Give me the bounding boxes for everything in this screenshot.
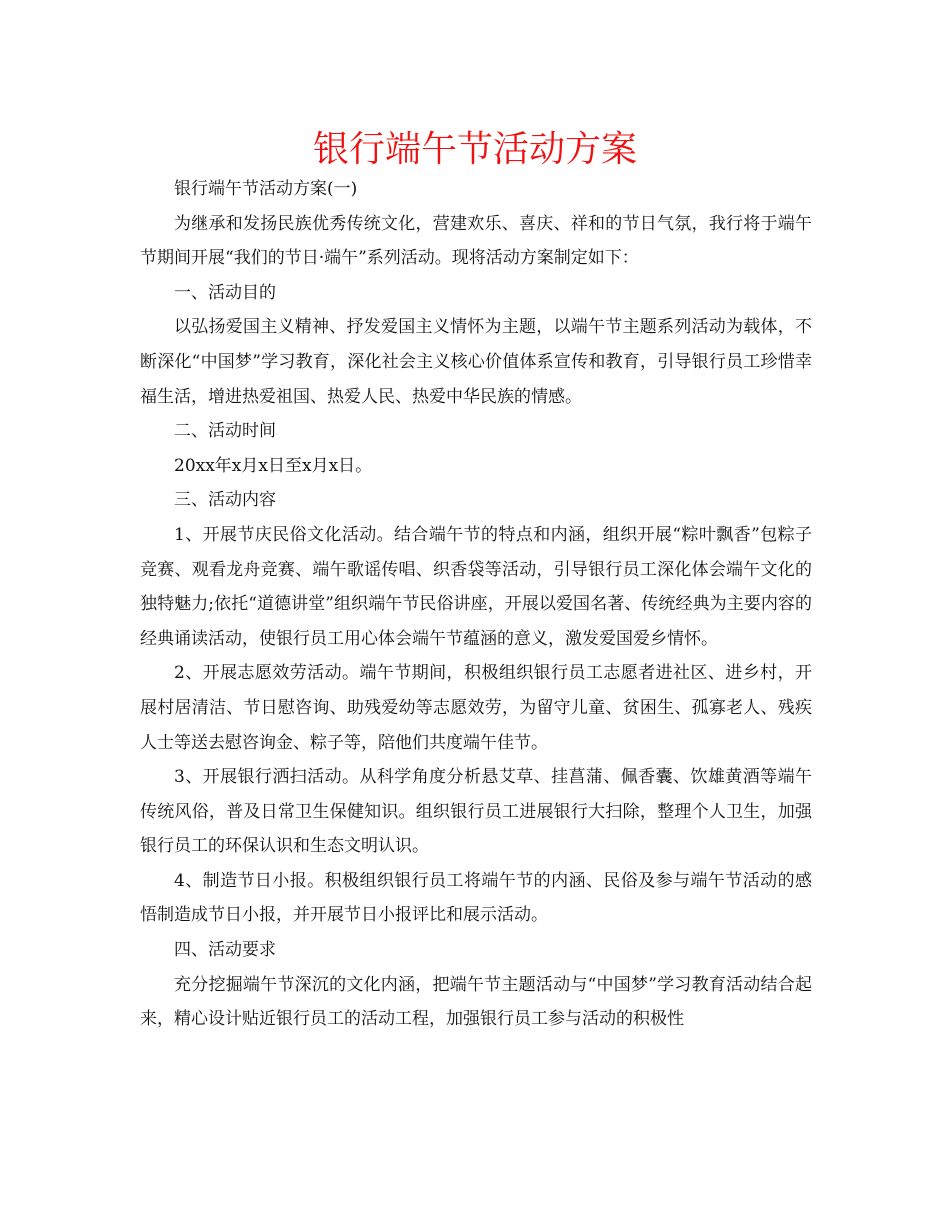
paragraph: 1、开展节庆民俗文化活动。结合端午节的特点和内涵，组织开展“粽叶飘香”包粽子竞赛、观看龙舟竞赛、端午歌谣传唱、织香袋等活动，引导银行员工深化体会端午文化的独特魅力;依托“道德讲堂”组织端午节民俗讲座，开展以爱国名著、传统经典为主要内容的经典诵读活动，使银行员工用心体会端午节蕴涵的意义，激发爱国爱乡情怀。: [140, 524, 812, 649]
document-title: 银行端午节活动方案: [312, 129, 637, 170]
paragraph: 20xx年x月x日至x月x日。: [174, 455, 373, 476]
paragraph: 银行端午节活动方案(一): [174, 179, 358, 199]
paragraph: 充分挖掘端午节深沉的文化内涵，把端午节主题活动与“中国梦”学习教育活动结合起来，精心设计贴近银行员工的活动工程，加强银行员工参与活动的积极性: [140, 974, 812, 1030]
paragraph: 以弘扬爱国主义精神、抒发爱国主义情怀为主题，以端午节主题系列活动为载体，不断深化“中国梦”学习教育，深化社会主义核心价值体系宣传和教育，引导银行员工珍惜幸福生活，增进热爱祖国、热爱人民、热爱中华民族的情感。: [140, 317, 812, 407]
section-heading: 一、活动目的: [174, 282, 276, 303]
paragraph: 2、开展志愿效劳活动。端午节期间，积极组织银行员工志愿者进社区、进乡村，开展村居清洁、节日慰咨询、助残爱幼等志愿效劳，为留守儿童、贫困生、孤寡老人、残疾人士等送去慰咨询金、粽子等，陪他们共度端午佳节。: [140, 663, 812, 753]
paragraph: 3、开展银行洒扫活动。从科学角度分析悬艾草、挂菖蒲、佩香囊、饮雄黄酒等端午传统风俗，普及日常卫生保健知识。组织银行员工进展银行大扫除，整理个人卫生，加强银行员工的环保认识和生态文明认识。: [140, 767, 812, 857]
document-body: [140, 172, 812, 1037]
section-heading: 三、活动内容: [174, 490, 276, 511]
paragraph: 4、制造节日小报。积极组织银行员工将端午节的内涵、民俗及参与端午节活动的感悟制造成节日小报，并开展节日小报评比和展示活动。: [140, 870, 812, 926]
section-heading: 二、活动时间: [174, 421, 276, 442]
paragraph: 为继承和发扬民族优秀传统文化，营建欢乐、喜庆、祥和的节日气氛，我行将于端午节期间开展“我们的节日·端午”系列活动。现将活动方案制定如下：: [140, 213, 812, 269]
section-heading: 四、活动要求: [174, 940, 276, 961]
